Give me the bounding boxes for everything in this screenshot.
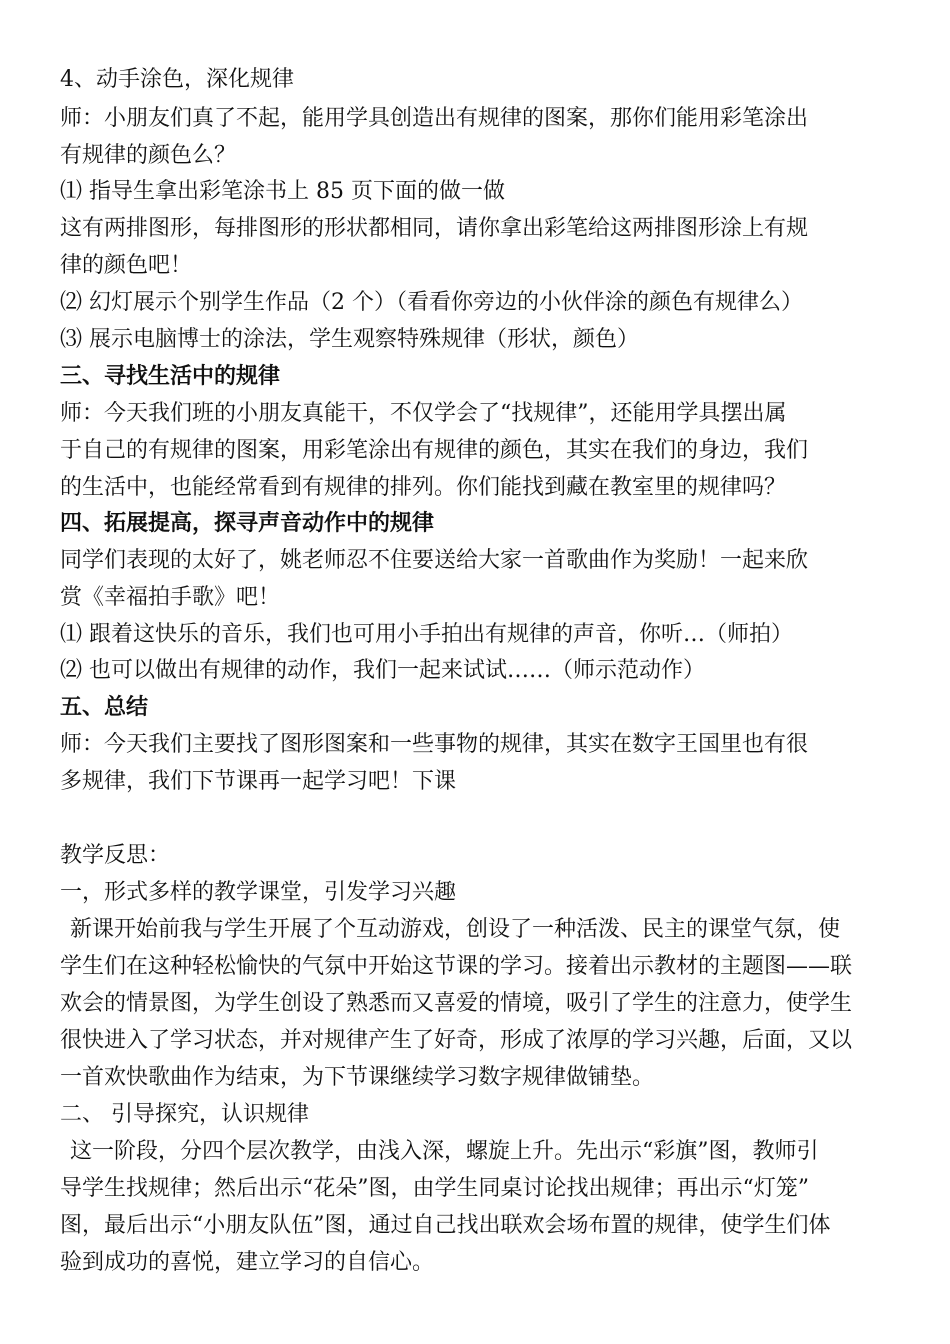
paragraph-line: 师：今天我们班的小朋友真能干，不仅学会了“找规律”，还能用学具摆出属 — [60, 401, 787, 426]
list-item-2: ⑵ 幻灯展示个别学生作品（2 个）（看看你旁边的小伙伴涂的颜色有规律么） — [60, 290, 803, 315]
list-item-2: ⑵ 也可以做出有规律的动作，我们一起来试试……（师示范动作） — [60, 658, 705, 683]
paragraph-line: 验到成功的喜悦，建立学习的自信心。 — [60, 1250, 435, 1275]
paragraph-line: 同学们表现的太好了，姚老师忍不住要送给大家一首歌曲作为奖励！一起来欣 — [60, 548, 809, 573]
reflection-heading-2: 二、 引导探究，认识规律 — [60, 1102, 309, 1127]
paragraph-line: 图，最后出示“小朋友队伍”图，通过自己找出联欢会场布置的规律，使学生们体 — [60, 1213, 831, 1238]
paragraph-line: 导学生找规律；然后出示“花朵”图，由学生同桌讨论找出规律；再出示“灯笼” — [60, 1176, 809, 1201]
paragraph-line: 的生活中，也能经常看到有规律的排列。你们能找到藏在教室里的规律吗？ — [60, 475, 787, 500]
paragraph-line: 学生们在这种轻松愉快的气氛中开始这节课的学习。接着出示教材的主题图——联 — [60, 954, 853, 979]
section-heading-4: 四、拓展提高，探寻声音动作中的规律 — [60, 511, 435, 536]
paragraph-line: 一首欢快歌曲作为结束，为下节课继续学习数字规律做铺垫。 — [60, 1065, 655, 1090]
paragraph-line: 这一阶段，分四个层次教学，由浅入深，螺旋上升。先出示“彩旗”图，教师引 — [70, 1139, 819, 1164]
subsection-heading-4: 4、动手涂色，深化规律 — [60, 67, 294, 92]
list-item-1: ⑴ 指导生拿出彩笔涂书上 85 页下面的做一做 — [60, 179, 505, 204]
paragraph-line: 师：小朋友们真了不起，能用学具创造出有规律的图案，那你们能用彩笔涂出 — [60, 106, 809, 131]
reflection-heading-1: 一，形式多样的教学课堂，引发学习兴趣 — [60, 880, 457, 905]
paragraph-line: 新课开始前我与学生开展了个互动游戏，创设了一种活泼、民主的课堂气氛，使 — [70, 917, 841, 942]
paragraph-line: 有规律的颜色么？ — [60, 143, 237, 168]
section-heading-3: 三、寻找生活中的规律 — [60, 364, 281, 389]
paragraph-line: 师：今天我们主要找了图形图案和一些事物的规律，其实在数字王国里也有很 — [60, 732, 809, 757]
section-heading-5: 五、总结 — [60, 695, 149, 720]
paragraph-line: 于自己的有规律的图案，用彩笔涂出有规律的颜色，其实在我们的身边，我们 — [60, 438, 809, 463]
paragraph-line: 多规律，我们下节课再一起学习吧！下课 — [60, 769, 457, 794]
paragraph-line: 欢会的情景图，为学生创设了熟悉而又喜爱的情境，吸引了学生的注意力，使学生 — [60, 991, 853, 1016]
list-item-3: ⑶ 展示电脑博士的涂法，学生观察特殊规律（形状，颜色） — [60, 327, 639, 352]
paragraph-line: 这有两排图形，每排图形的形状都相同，请你拿出彩笔给这两排图形涂上有规 — [60, 216, 809, 241]
paragraph-line: 很快进入了学习状态，并对规律产生了好奇，形成了浓厚的学习兴趣，后面，又以 — [60, 1028, 853, 1053]
paragraph-line: 律的颜色吧！ — [60, 253, 193, 278]
paragraph-line: 赏《幸福拍手歌》吧！ — [60, 585, 281, 610]
list-item-1: ⑴ 跟着这快乐的音乐，我们也可用小手拍出有规律的声音，你听…（师拍） — [60, 622, 793, 647]
reflection-title: 教学反思： — [60, 843, 171, 868]
